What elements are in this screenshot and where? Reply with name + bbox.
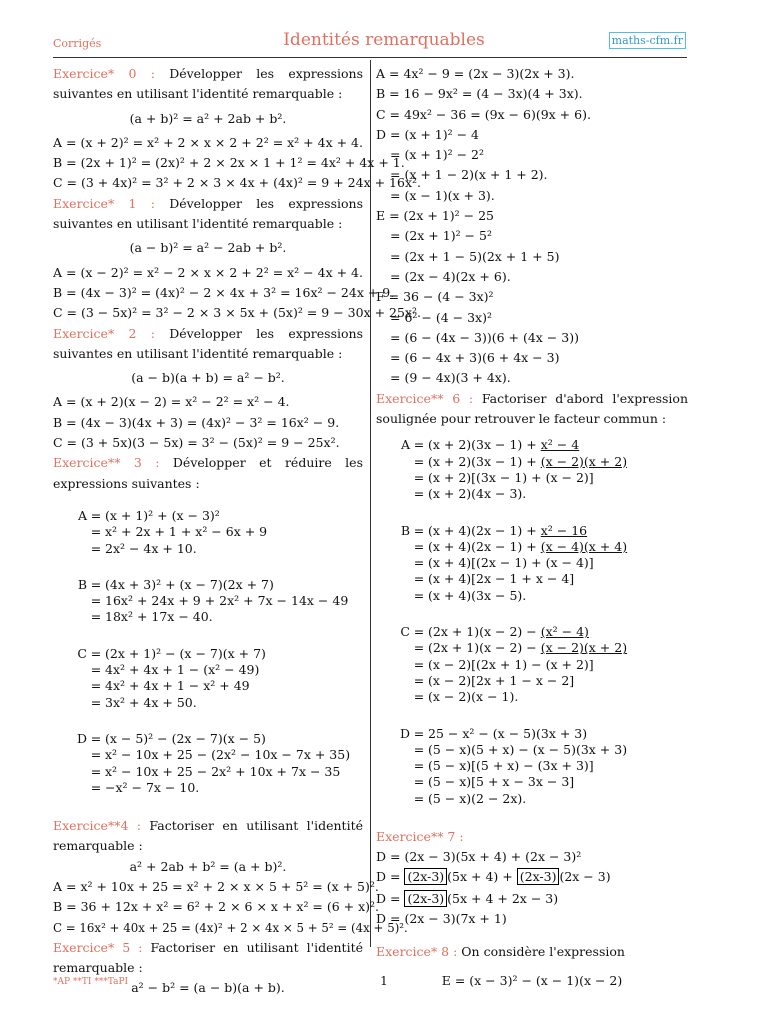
calc-step: x² − 10x + 25 − (2x² − 10x − 7x + 35) [105, 747, 351, 763]
equation-line: B = (4x − 3)(4x + 3) = (4x)² − 3² = 16x² − 9. [53, 414, 340, 430]
equation-line: = (2x + 1)² − 5² [390, 228, 492, 244]
calc-step: (x + 2)(3x − 1) + [428, 453, 541, 469]
calc-block-a: A = (x + 1)² + (x − 3)² = x² + 2x + 1 + x² − 6x + 9 = 2x² − 4x + 10. [77, 507, 268, 556]
calc-step: 4x² + 4x + 1 − x² + 49 [105, 678, 250, 694]
formula: E = (x − 3)² − (x − 1)(x − 2) [441, 972, 623, 988]
exercise-6 [376, 389, 688, 430]
calc-step: (x + 4)(3x − 5). [428, 587, 527, 603]
exercise-7 [376, 827, 688, 928]
equation-line [376, 866, 688, 888]
underlined-expression: x² − 16 [540, 522, 588, 538]
exercise-text: Factoriser en utilisant l'identité remarquable : [53, 818, 363, 854]
formula: a² + 2ab + b² = (a + b)². [129, 858, 287, 874]
exercise-text: Développer les expressions suivantes en utilisant l'identité remarquable : [53, 195, 363, 232]
equation-term: (2x − 3) [559, 869, 611, 885]
common-factor-box: (2x-3) [404, 868, 447, 885]
calc-step: (2x + 1)² − (x − 7)(x + 7) [105, 645, 266, 661]
header-rule [53, 57, 687, 58]
column-divider [370, 60, 371, 947]
calc-step: 3x² + 4x + 50. [105, 694, 197, 710]
equation-line: = (x + 1)² − 2² [390, 147, 485, 163]
common-factor-box: (2x-3) [517, 868, 560, 885]
underlined-expression: (x − 4)(x + 4) [540, 538, 628, 554]
exercise-title: Exercice** 7 : [376, 828, 464, 844]
exercise-5 [53, 938, 363, 979]
equation-line: = (2x + 1 − 5)(2x + 1 + 5) [390, 248, 560, 264]
calc-step: (x + 4)(2x − 1) + [428, 538, 541, 554]
calc-block-d: D = 25 − x² − (x − 5)(3x + 3) = (5 − x)(5 + x) − (x − 5)(3x + 3) = (5 − x)[(5 + x) − (3x + 3)] = (5 − x)[5 + x − 3x − 3] = (5 − x)(2 − 2x). [399, 725, 628, 806]
exercise-title: Exercice* 8 : [376, 944, 458, 960]
equation-lhs: D = [376, 891, 405, 907]
underlined-expression: (x − 2)(x + 2) [540, 640, 628, 656]
exercise-3 [53, 453, 363, 494]
exercise-title: Exercice**4 : [53, 818, 142, 834]
exercise-text: On considère l'expression [461, 944, 625, 960]
exercise-title: Exercice* 2 : [53, 325, 155, 341]
calc-step: 25 − x² − (x − 5)(3x + 3) [428, 725, 588, 741]
equation-line: = (2x − 4)(2x + 6). [390, 268, 511, 284]
underlined-expression: x² − 4 [540, 437, 580, 453]
equation-lhs: D = [376, 869, 405, 885]
exercise-title: Exercice** 3 : [53, 455, 160, 471]
exercise-1 [53, 194, 363, 235]
calc-step: (x − 2)(x − 1). [428, 689, 519, 705]
calc-step: x² + 2x + 1 + x² − 6x + 9 [105, 524, 268, 540]
equation-line: = (x + 1 − 2)(x + 1 + 2). [390, 167, 548, 183]
calc-step: (x + 4)(2x − 1) + [428, 522, 541, 538]
calc-step: (5 − x)(5 + x) − (x − 5)(3x + 3) [428, 741, 628, 757]
calc-step: (x + 4)[(2x − 1) + (x − 4)] [428, 555, 594, 571]
calc-step: 2x² − 4x + 10. [105, 540, 197, 556]
equation-line: B = 36 + 12x + x² = 6² + 2 × 6 × x + x² = (6 + x)². [53, 899, 380, 915]
equation-line: C = (3 + 4x)² = 3² + 2 × 3 × 4x + (4x)² = 9 + 24x + 16x². [53, 175, 421, 191]
calc-step: (2x + 1)(x − 2) − [428, 624, 541, 640]
calc-step: (x + 2)[(3x − 1) + (x − 2)] [428, 469, 594, 485]
equation-line: E = (2x + 1)² − 25 [376, 208, 495, 224]
header-corriges: Corrigés [53, 37, 102, 50]
equation-line: C = 49x² − 36 = (9x − 6)(9x + 6). [376, 106, 591, 122]
calc-step: (x − 2)[2x + 1 − x − 2] [428, 672, 575, 688]
calc-step: 16x² + 24x + 9 + 2x² + 7x − 14x − 49 [105, 593, 349, 609]
page-header [0, 30, 768, 54]
calc-step: (x + 2)(3x − 1) + [428, 437, 541, 453]
calc-step: (x − 2)[(2x + 1) − (x + 2)] [428, 656, 594, 672]
formula: (a − b)² = a² − 2ab + b². [129, 240, 287, 256]
equation-line [376, 888, 688, 910]
exercise-text: Développer les expressions suivantes en utilisant l'identité remarquable : [53, 66, 363, 102]
equation-line: = (9 − 4x)(3 + 4x). [390, 370, 511, 386]
exercise-title: Exercice* 5 : [53, 939, 143, 955]
underlined-expression: (x − 2)(x + 2) [540, 453, 628, 469]
equation-line: A = (x − 2)² = x² − 2 × x × 2 + 2² = x² − 4x + 4. [53, 264, 363, 280]
equation-line: C = (3 + 5x)(3 − 5x) = 3² − (5x)² = 9 − 25x². [53, 435, 340, 451]
exercise-0 [53, 64, 363, 105]
exercise-8 [376, 942, 688, 962]
equation-term: (5x + 4) + [447, 869, 517, 885]
footer-legend: *AP **TI ***TaPI [53, 977, 129, 987]
calc-step: 4x² + 4x + 1 − (x² − 49) [105, 662, 260, 678]
calc-step: (5 − x)[(5 + x) − (3x + 3)] [428, 758, 594, 774]
equation-line: C = 16x² + 40x + 25 = (4x)² + 2 × 4x × 5 + 5² = (4x + 5)². [53, 920, 408, 935]
calc-block-b: B = (4x + 3)² + (x − 7)(2x + 7) = 16x² + 24x + 9 + 2x² + 7x − 14x − 49 = 18x² + 17x − 40. [77, 576, 349, 625]
equation-line: A = x² + 10x + 25 = x² + 2 × x × 5 + 5² = (x + 5)². [53, 878, 379, 894]
calc-step: (x + 1)² + (x − 3)² [105, 507, 220, 523]
calc-step: (x − 5)² − (2x − 7)(x − 5) [105, 730, 266, 746]
formula: (a + b)² = a² + 2ab + b². [129, 110, 287, 126]
calc-block-a: A = (x + 2)(3x − 1) + x² − 4 = (x + 2)(3x − 1) + (x − 2)(x + 2) = (x + 2)[(3x − 1) + (x − 2)] = (x + 2)(4x − 3). [400, 437, 628, 502]
exercise-4 [53, 816, 363, 857]
exercise-title: Exercice* 0 : [53, 66, 155, 81]
equation-term: (5x + 4 + 2x − 3) [447, 891, 559, 907]
equation-line: A = 4x² − 9 = (2x − 3)(2x + 3). [376, 66, 575, 81]
exercise-text: Factoriser en utilisant l'identité remarquable : [53, 939, 363, 976]
formula: a² − b² = (a − b)(a + b). [131, 980, 285, 996]
right-column [376, 64, 688, 995]
underlined-expression: (x² − 4) [540, 624, 589, 640]
equation-line: B = 16 − 9x² = (4 − 3x)(4 + 3x). [376, 86, 583, 102]
calc-step: −x² − 7x − 10. [105, 779, 200, 795]
exercise-text: Développer les expressions suivantes en utilisant l'identité remarquable : [53, 325, 363, 361]
calc-block-d: D = (x − 5)² − (2x − 7)(x − 5) = x² − 10x + 25 − (2x² − 10x − 7x + 35) = x² − 10x + 25 − 2x² + 10x + 7x − 35 = −x² − 7x − 10. [76, 730, 351, 795]
exercise-title: Exercice* 1 : [53, 195, 155, 211]
site-link[interactable]: maths-cfm.fr [609, 32, 686, 49]
calc-step: (5 − x)[5 + x − 3x − 3] [428, 774, 575, 790]
exercise-text: Développer et réduire les expressions suivantes : [53, 455, 363, 491]
equation-line: = (x − 1)(x + 3). [390, 187, 495, 203]
equation-line: = 6² − (4 − 3x)² [390, 309, 492, 325]
calc-step: (2x + 1)(x − 2) − [428, 640, 541, 656]
calc-step: x² − 10x + 25 − 2x² + 10x + 7x − 35 [105, 763, 341, 779]
equation-line: B = (4x − 3)² = (4x)² − 2 × 4x + 3² = 16x² − 24x + 9. [53, 284, 395, 300]
equation-line: A = (x + 2)² = x² + 2 × x × 2 + 2² = x² + 4x + 4. [53, 134, 363, 150]
equation-line: B = (2x + 1)² = (2x)² + 2 × 2x × 1 + 1² = 4x² + 4x + 1. [53, 155, 405, 171]
exercise-text: Factoriser d'abord l'expression soulignée pour retrouver le facteur commun : [376, 390, 688, 427]
equation-line: C = (3 − 5x)² = 3² − 2 × 3 × 5x + (5x)² = 9 − 30x + 25x². [53, 305, 421, 321]
calc-step: 18x² + 17x − 40. [105, 609, 213, 625]
equation-line: D = (2x − 3)(5x + 4) + (2x − 3)² [376, 849, 582, 865]
common-factor-box: (2x-3) [404, 890, 447, 907]
calc-step: (x + 2)(4x − 3). [428, 486, 527, 502]
calc-step: (5 − x)(2 − 2x). [428, 790, 527, 806]
formula: (a − b)(a + b) = a² − b². [131, 370, 285, 386]
calc-step: (x + 4)[2x − 1 + x − 4] [428, 571, 575, 587]
equation-line: F = 36 − (4 − 3x)² [376, 289, 494, 305]
calc-block-c: C = (2x + 1)(x − 2) − (x² − 4) = (2x + 1)(x − 2) − (x − 2)(x + 2) = (x − 2)[(2x + 1) − (x + 2)] = (x − 2)[2x + 1 − x − 2] = (x − 2)(x − 1). [400, 624, 628, 705]
equation-line: D = (x + 1)² − 4 [376, 126, 480, 142]
equation-line: = (6 − 4x + 3)(6 + 4x − 3) [390, 350, 560, 366]
exercise-title: Exercice** 6 : [376, 390, 474, 406]
calc-step: (4x + 3)² + (x − 7)(2x + 7) [105, 576, 274, 592]
exercise-2 [53, 324, 363, 365]
calc-block-b: B = (x + 4)(2x − 1) + x² − 16 = (x + 4)(2x − 1) + (x − 4)(x + 4) = (x + 4)[(2x − 1) + (x − 4)] = (x + 4)[2x − 1 + x − 4] = (x + 4)(3x − 5). [400, 522, 628, 603]
calc-block-c: C = (2x + 1)² − (x − 7)(x + 7) = 4x² + 4x + 1 − (x² − 49) = 4x² + 4x + 1 − x² + 49 = 3x² + 4x + 50. [77, 645, 266, 710]
equation-line: A = (x + 2)(x − 2) = x² − 2² = x² − 4. [53, 394, 290, 410]
page-number: 1 [380, 974, 388, 988]
equation-line: D = (2x − 3)(7x + 1) [376, 911, 507, 927]
page-title: Identités remarquables [283, 30, 485, 50]
equation-line: = (6 − (4x − 3))(6 + (4x − 3)) [390, 329, 579, 345]
